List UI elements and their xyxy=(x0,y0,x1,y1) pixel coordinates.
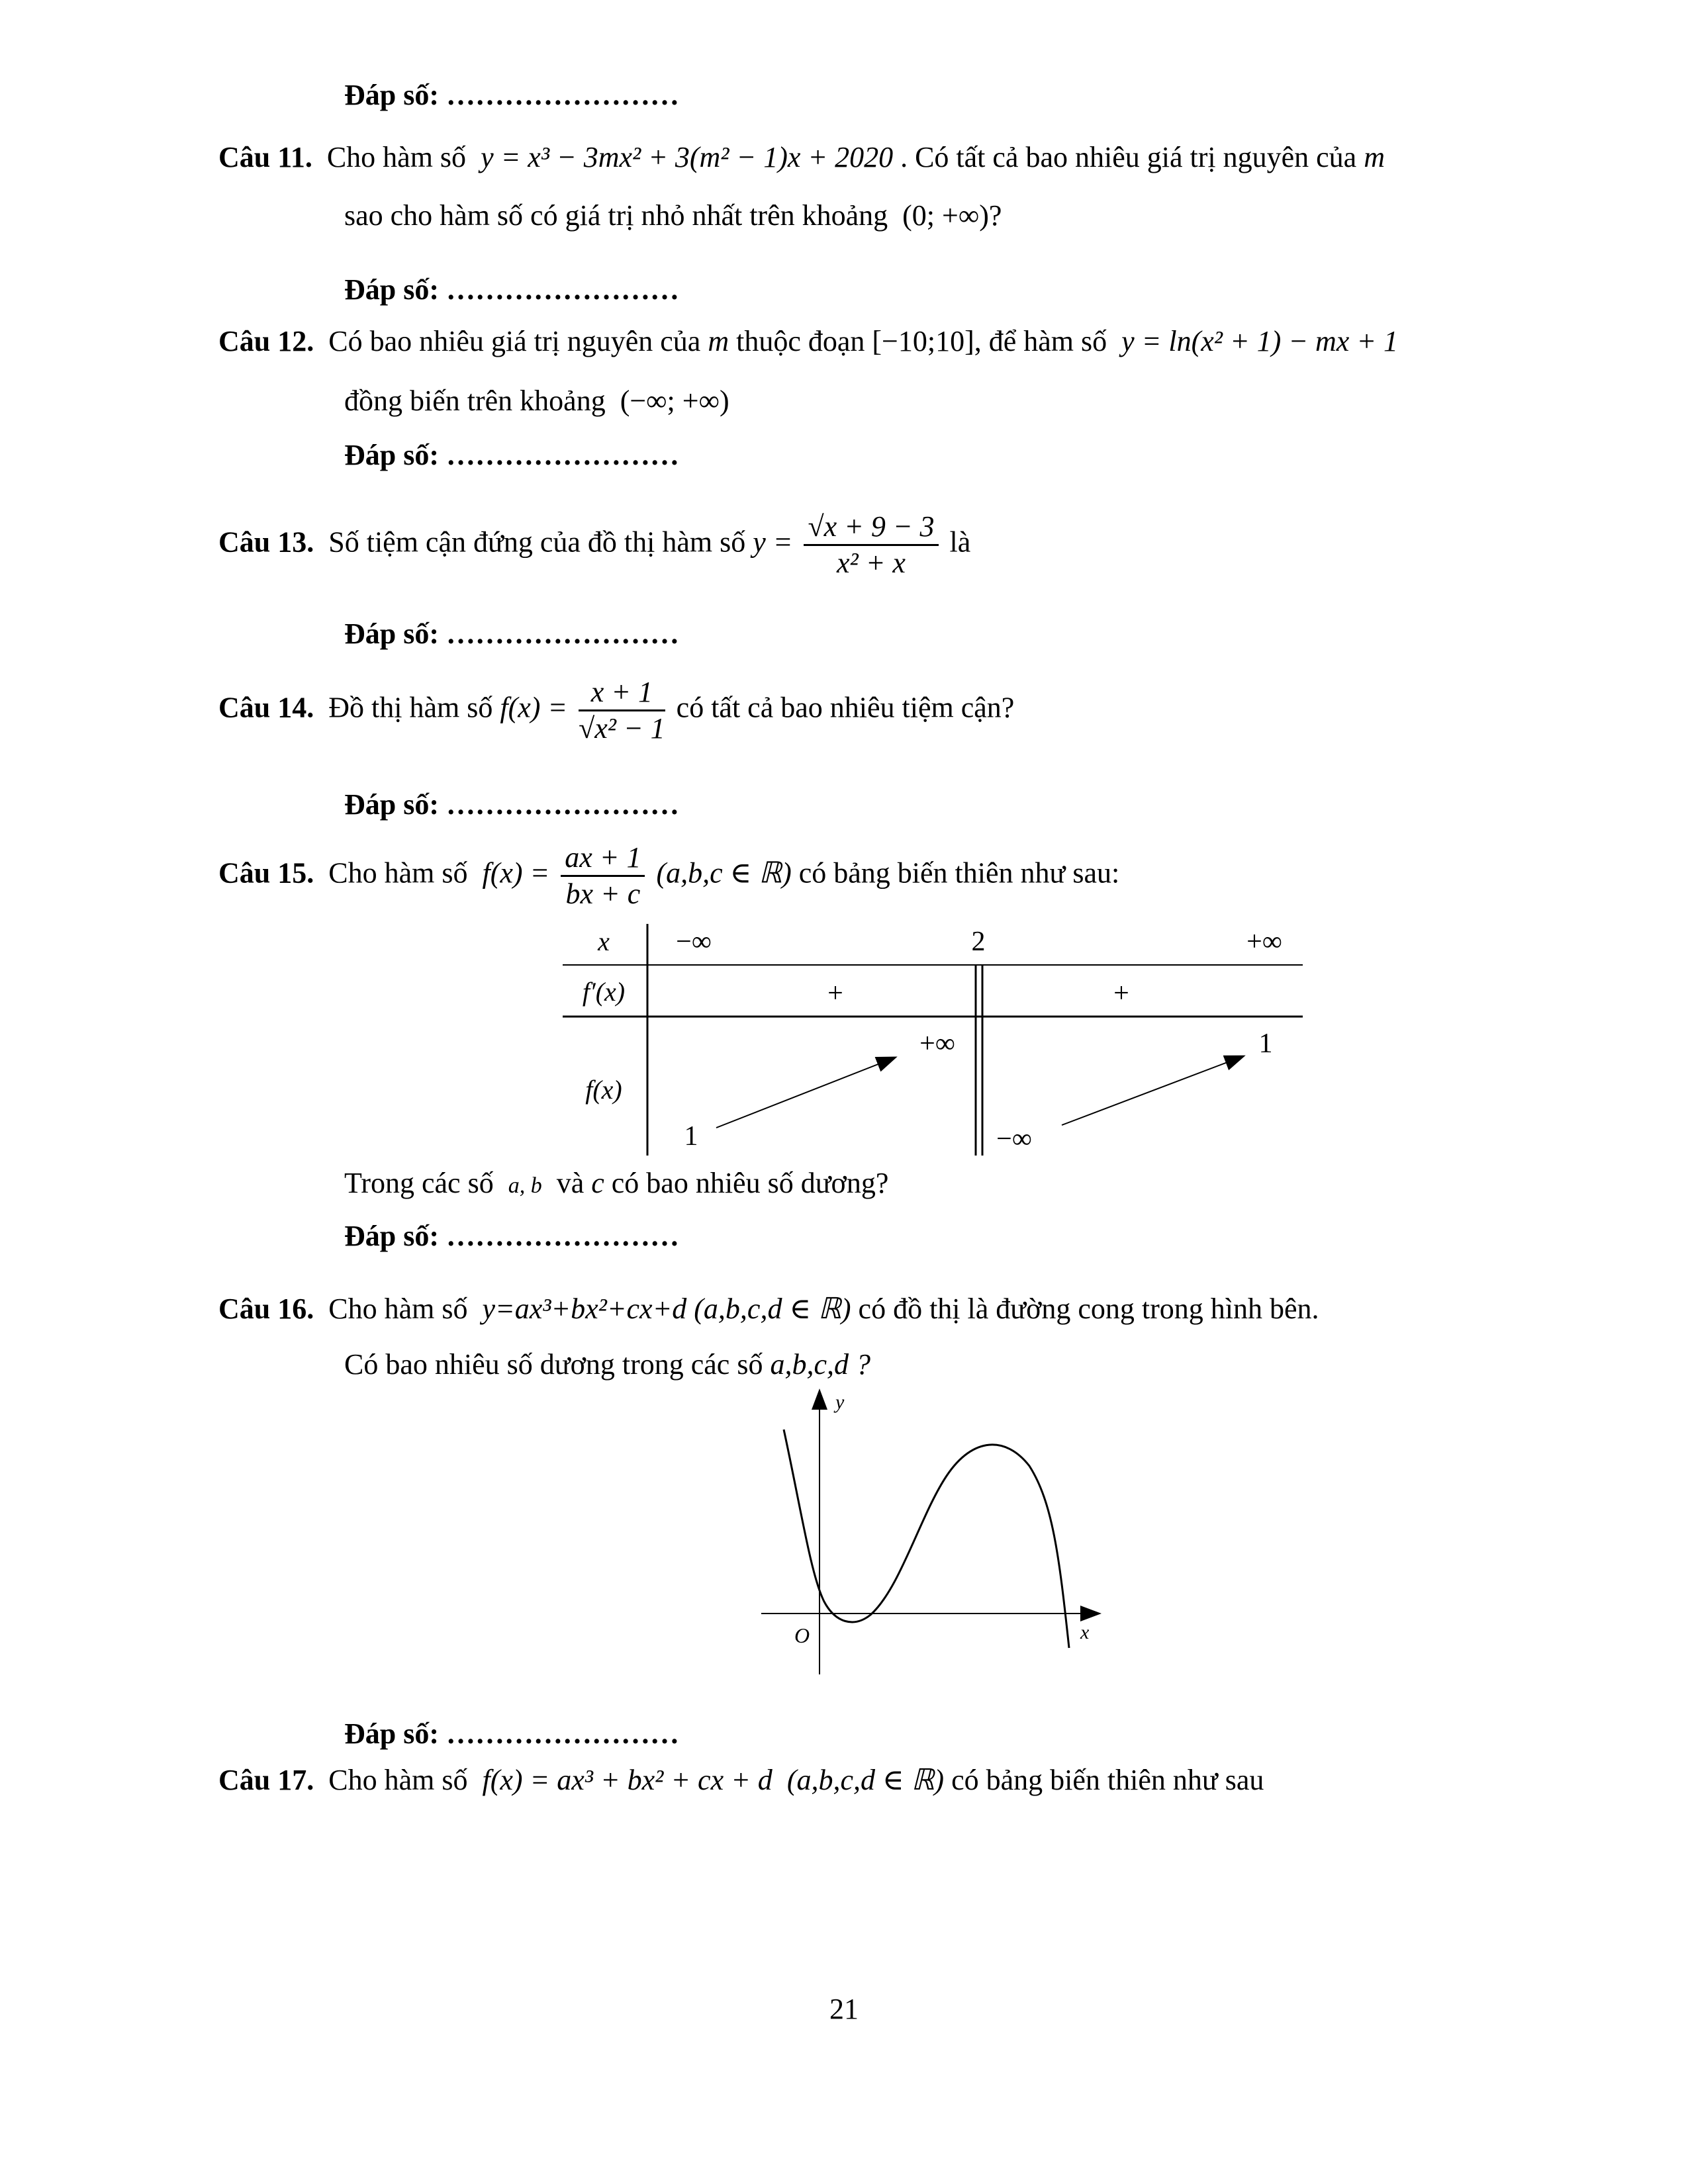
answer-line: Đáp số: …………………… xyxy=(344,439,680,471)
question-text: , để hàm số xyxy=(974,325,1107,357)
question-label: Câu 16. xyxy=(218,1293,314,1325)
variables: a, b xyxy=(508,1173,542,1198)
question-16-cont xyxy=(344,1346,870,1383)
answer-line: Đáp số: …………………… xyxy=(344,1220,680,1252)
question-text: là xyxy=(949,525,971,559)
question-16 xyxy=(218,1291,1319,1328)
question-text: có bao nhiêu số dương? xyxy=(611,1167,889,1199)
question-text: Cho hàm số xyxy=(328,1293,468,1325)
question-15-ask xyxy=(344,1165,888,1205)
answer-line: Đáp số: …………………… xyxy=(344,788,680,821)
variables: a,b,c,d ? xyxy=(770,1348,870,1381)
x-axis-label: x xyxy=(1080,1621,1090,1643)
formula-lhs: f(x) = xyxy=(482,856,550,889)
question-text: Trong các số xyxy=(344,1167,494,1199)
numerator: √x + 9 − 3 xyxy=(804,510,938,546)
variable: c xyxy=(591,1167,604,1199)
answer-line: Đáp số: …………………… xyxy=(344,617,680,650)
question-text: thuộc đoạn xyxy=(736,325,865,357)
question-text: có bảng biến thiên như sau xyxy=(951,1764,1264,1796)
increase-arrow xyxy=(1062,1056,1243,1125)
table-plus-left: + xyxy=(827,978,843,1009)
segment: [−10;10] xyxy=(872,325,974,357)
denominator: bx + c xyxy=(565,878,641,910)
answer-line: Đáp số: …………………… xyxy=(344,79,680,111)
y-axis-label: y xyxy=(835,1391,845,1413)
question-text: và xyxy=(556,1167,585,1199)
formula: y = ln(x² + 1) − mx + 1 xyxy=(1121,325,1399,357)
table-plus-right: + xyxy=(1113,978,1129,1009)
formula: f(x) = ax³ + bx² + cx + d xyxy=(482,1764,773,1796)
table-neg-inf: −∞ xyxy=(676,927,712,957)
table-fprime-label: f′(x) xyxy=(582,977,626,1007)
table-bottom-left: 1 xyxy=(684,1121,698,1152)
numerator: x + 1 xyxy=(579,675,665,711)
denominator: x² + x xyxy=(837,547,906,579)
variable: m xyxy=(708,325,729,357)
denominator: √x² − 1 xyxy=(579,712,665,745)
question-text: Cho hàm số xyxy=(328,856,468,889)
condition: (a,b,c ∈ ℝ) xyxy=(656,856,792,889)
question-label: Câu 11. xyxy=(218,141,312,173)
origin-label: O xyxy=(794,1623,810,1647)
table-f-label: f(x) xyxy=(585,1075,622,1105)
interval: (−∞; +∞) xyxy=(620,385,729,417)
question-label: Câu 14. xyxy=(218,691,314,724)
answer-line: Đáp số: …………………… xyxy=(344,1717,680,1750)
question-text: Cho hàm số xyxy=(328,1764,468,1796)
question-label: Câu 12. xyxy=(218,325,314,357)
cubic-graph xyxy=(761,1391,1099,1674)
formula: y = x³ − 3mx² + 3(m² − 1)x + 2020 xyxy=(481,141,894,173)
question-text: . Có tất cả bao nhiêu giá trị nguyên của xyxy=(900,141,1357,173)
question-text: Số tiệm cận đứng của đồ thị hàm số xyxy=(328,525,746,559)
cubic-curve xyxy=(784,1430,1069,1648)
question-label: Câu 13. xyxy=(218,525,314,559)
formula-lhs: f(x) = xyxy=(500,691,568,724)
table-top-left: +∞ xyxy=(919,1028,955,1059)
page-number: 21 xyxy=(829,1993,859,2025)
question-label: Câu 17. xyxy=(218,1764,314,1796)
table-top-right: 1 xyxy=(1258,1028,1273,1059)
variable: m xyxy=(1364,141,1385,173)
table-pos-inf: +∞ xyxy=(1246,927,1282,957)
question-text: Đồ thị hàm số xyxy=(328,691,493,724)
variation-table xyxy=(563,924,1303,1156)
table-bottom-right: −∞ xyxy=(996,1124,1032,1154)
formula: y=ax³+bx²+cx+d xyxy=(482,1293,687,1325)
question-text: sao cho hàm số có giá trị nhỏ nhất trên khoảng xyxy=(344,199,888,232)
table-two: 2 xyxy=(971,927,986,957)
condition: (a,b,c,d ∈ ℝ) xyxy=(694,1293,851,1325)
formula-lhs: y = xyxy=(753,525,793,559)
question-text: ? xyxy=(988,199,1002,232)
question-text: có đồ thị là đường cong trong hình bên. xyxy=(858,1293,1319,1325)
question-text: có tất cả bao nhiêu tiệm cận? xyxy=(676,691,1015,724)
interval: (0; +∞) xyxy=(902,199,989,232)
question-text: đồng biến trên khoảng xyxy=(344,385,606,417)
condition: (a,b,c,d ∈ ℝ) xyxy=(786,1764,945,1796)
table-x-label: x xyxy=(598,927,610,956)
numerator: ax + 1 xyxy=(561,841,645,877)
increase-arrow xyxy=(716,1058,895,1128)
question-text: Có bao nhiêu giá trị nguyên của xyxy=(328,325,701,357)
question-label: Câu 15. xyxy=(218,856,314,889)
question-text: Cho hàm số xyxy=(326,141,467,173)
question-text: có bảng biến thiên như sau: xyxy=(798,856,1120,889)
question-text: Có bao nhiêu số dương trong các số xyxy=(344,1348,763,1381)
question-17 xyxy=(218,1762,1264,1799)
answer-line: Đáp số: …………………… xyxy=(344,273,680,306)
